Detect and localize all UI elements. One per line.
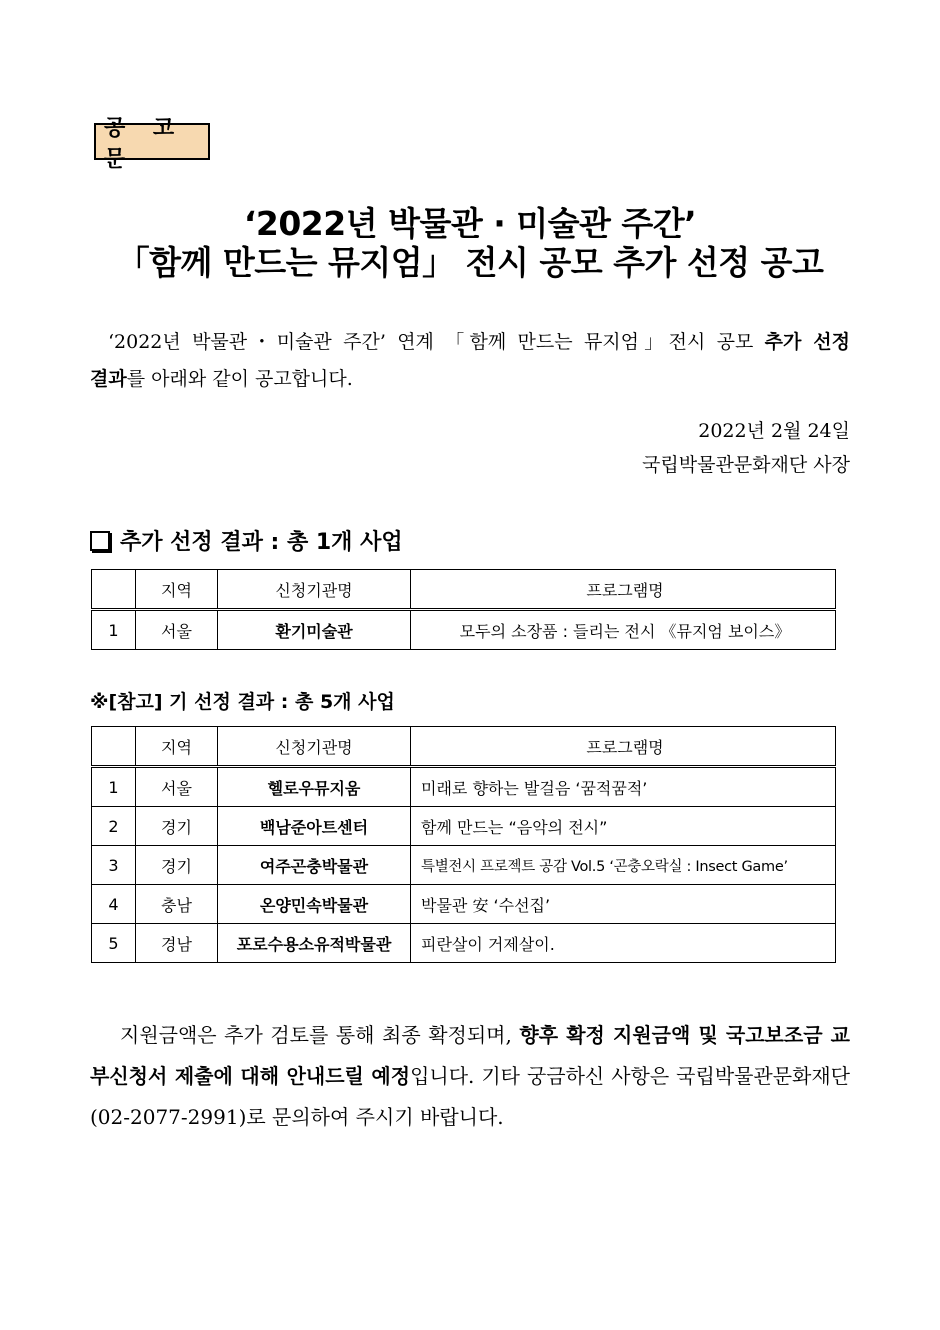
table-header-row [92, 727, 836, 767]
intro-text-1: ‘2022년 박물관・미술관 주간’ 연계 「함께 만드는 뮤지엄」전시 공모 [108, 331, 765, 353]
notice-date: 2022년 2월 24일 [698, 420, 850, 442]
cell-no: 5 [92, 924, 136, 963]
header-no [92, 570, 136, 610]
header-program: 프로그램명 [411, 570, 836, 610]
intro-bold-2: 결과 [90, 368, 127, 390]
reference-selection-table [91, 726, 836, 963]
notice-badge: 공 고 문 [94, 123, 210, 160]
cell-region: 서울 [136, 767, 218, 807]
section-additional-heading [90, 525, 403, 556]
cell-region: 서울 [136, 610, 218, 650]
cell-institution: 온양민속박물관 [218, 885, 411, 924]
cell-program: 미래로 향하는 발걸음 ‘꿈적꿈적’ [411, 767, 836, 807]
cell-no: 1 [92, 610, 136, 650]
cell-no: 1 [92, 767, 136, 807]
table-row [92, 767, 836, 807]
intro-paragraph [90, 324, 850, 398]
closing-paragraph [90, 1015, 850, 1138]
cell-institution: 여주곤충박물관 [218, 846, 411, 885]
intro-bold-1: 추가 선정 [764, 331, 850, 353]
cell-institution: 환기미술관 [218, 610, 411, 650]
table-row [92, 807, 836, 846]
signature: 국립박물관문화재단 사장 [642, 454, 850, 476]
cell-program: 피란살이 거제살이. [411, 924, 836, 963]
title-line-2: 「함께 만드는 뮤지엄」 전시 공모 추가 선정 공고 [116, 243, 824, 282]
cell-region: 경기 [136, 807, 218, 846]
cell-institution: 헬로우뮤지움 [218, 767, 411, 807]
cell-institution: 백남준아트센터 [218, 807, 411, 846]
header-region: 지역 [136, 570, 218, 610]
table-row [92, 924, 836, 963]
header-institution: 신청기관명 [218, 570, 411, 610]
cell-institution: 포로수용소유적박물관 [218, 924, 411, 963]
checkbox-icon [90, 531, 110, 551]
header-no [92, 727, 136, 767]
cell-no: 4 [92, 885, 136, 924]
section-additional-title: 추가 선정 결과 : 총 1개 사업 [120, 530, 403, 555]
closing-text-2: 입니다. 기타 궁금하신 사항은 국립박물관문화재단(02-2077-2991)로 문의하여 주시기 바랍니다. [90, 1064, 850, 1129]
closing-bold: 향후 확정 지원금액 및 국고보조금 교부신청서 제출에 대해 안내드릴 예정 [90, 1023, 850, 1088]
cell-region: 경기 [136, 846, 218, 885]
header-program: 프로그램명 [411, 727, 836, 767]
intro-text-2: 를 아래와 같이 공고합니다. [126, 368, 353, 390]
section-reference-heading: ※[참고] 기 선정 결과 : 총 5개 사업 [90, 691, 395, 713]
additional-selection-table [91, 569, 836, 650]
table-row [92, 610, 836, 650]
cell-no: 3 [92, 846, 136, 885]
closing-text-1: 지원금액은 추가 검토를 통해 최종 확정되며, [120, 1023, 520, 1047]
cell-program: 박물관 安 ‘수선집’ [411, 885, 836, 924]
table-header-row [92, 570, 836, 610]
cell-program: 모두의 소장품 : 들리는 전시 《뮤지엄 보이스》 [411, 610, 836, 650]
title-line-1: ‘2022년 박물관 · 미술관 주간’ [243, 204, 697, 243]
header-region: 지역 [136, 727, 218, 767]
cell-region: 충남 [136, 885, 218, 924]
cell-region: 경남 [136, 924, 218, 963]
table-row [92, 885, 836, 924]
cell-no: 2 [92, 807, 136, 846]
header-institution: 신청기관명 [218, 727, 411, 767]
table-row [92, 846, 836, 885]
cell-program: 함께 만드는 “음악의 전시” [411, 807, 836, 846]
cell-program: 특별전시 프로젝트 공감 Vol.5 ‘곤충오락실 : Insect Game’ [411, 846, 836, 885]
